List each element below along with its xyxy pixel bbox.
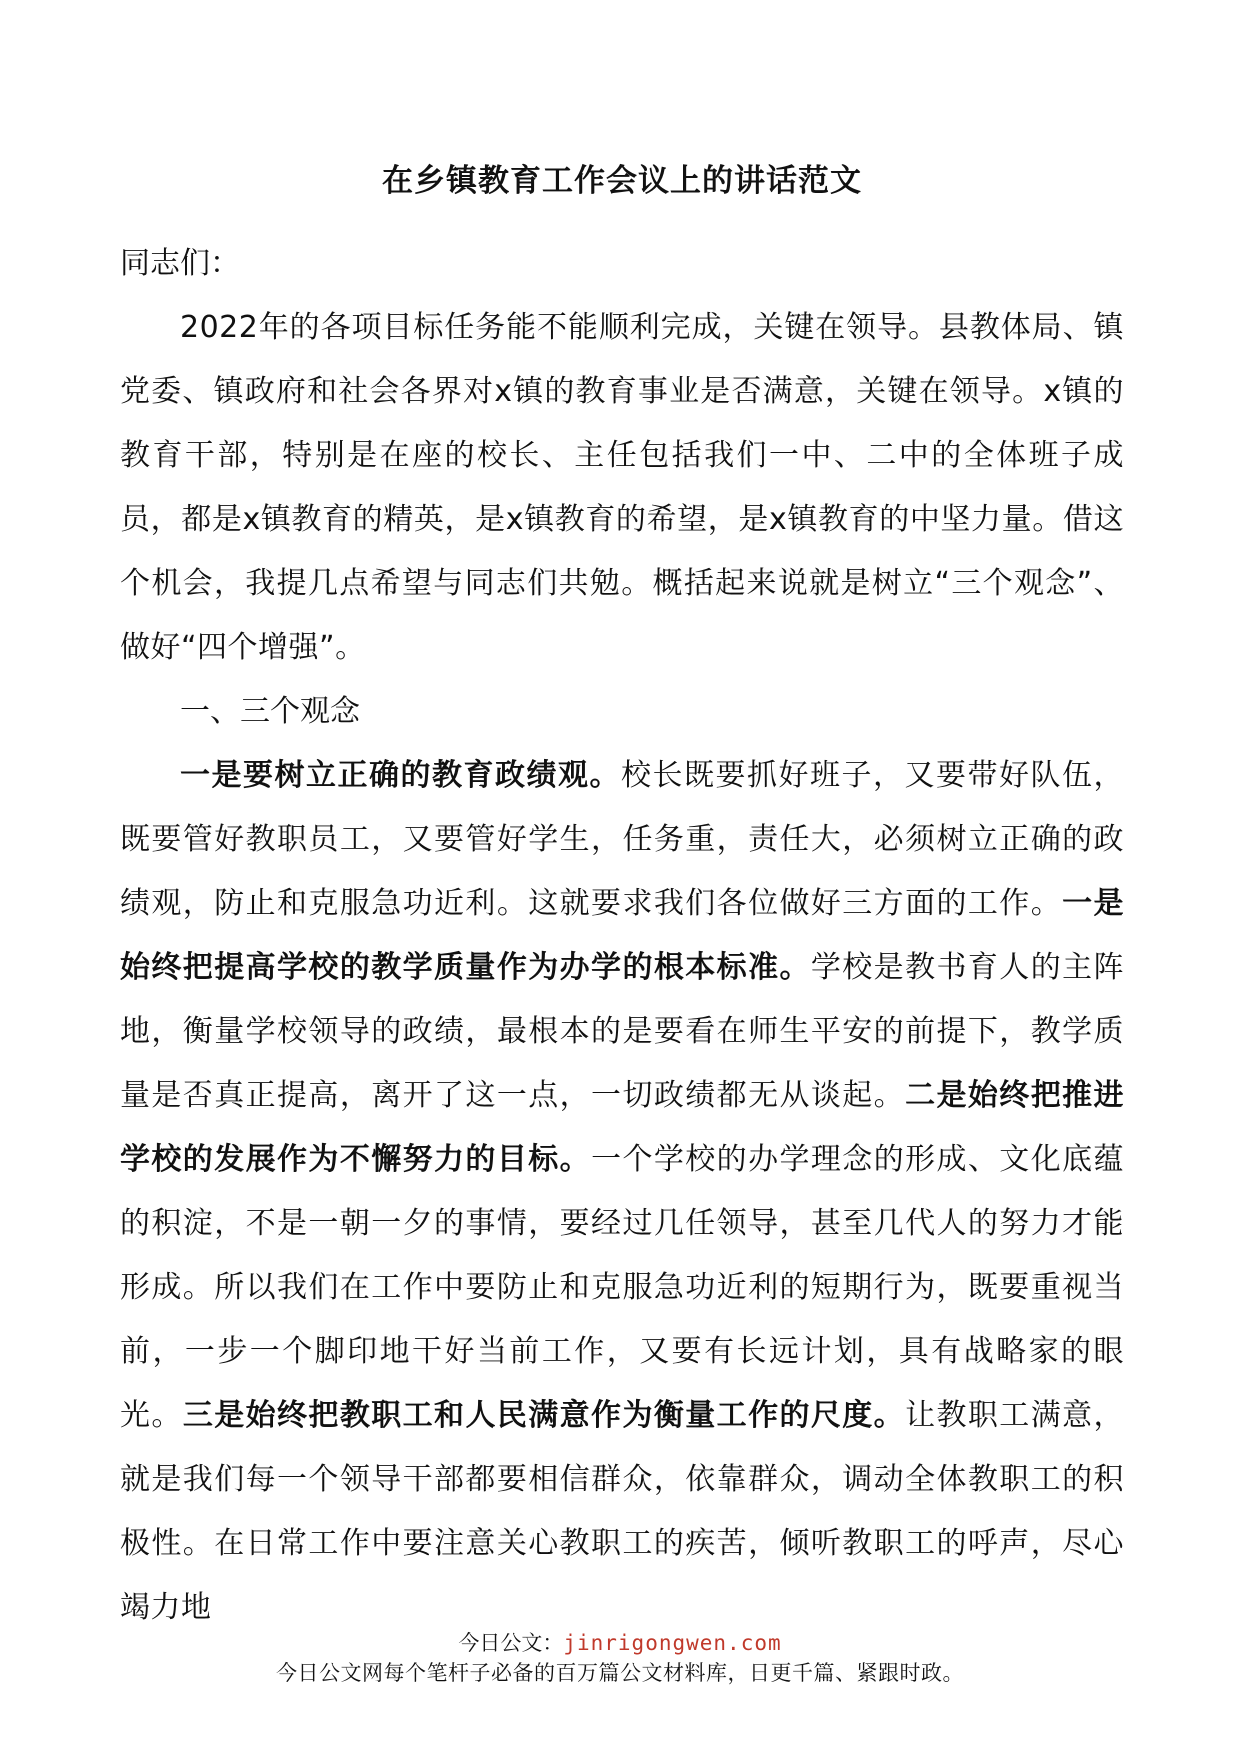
page-footer — [0, 1628, 1240, 1688]
paragraph-text-2: 学校是教书育人的主阵地，衡量学校领导的政绩，最根本的是要看在师生平安的前提下，教学质量是否真正提高，离开了这一点，一切政绩都无从谈起。 — [120, 950, 1125, 1113]
footer-label: 今日公文： — [458, 1631, 564, 1655]
greeting: 同志们： — [120, 246, 240, 281]
footer-source-line — [0, 1628, 1240, 1658]
bold-lead-1: 一是要树立正确的教育政绩观。 — [180, 758, 621, 793]
bold-lead-2: 一是始终把提高学校的教学质量作为办学的根本标准。 — [120, 886, 1125, 985]
bold-lead-4: 三是始终把教职工和人民满意作为衡量工作的尺度。 — [182, 1398, 906, 1433]
paragraph-text-4: 让教职工满意，就是我们每一个领导干部都要相信群众，依靠群众，调动全体教职工的积极性。在日常工作中要注意关心教职工的疾苦，倾听教职工的呼声，尽心竭力地 — [120, 1398, 1125, 1625]
paragraph-text-1: 校长既要抓好班子，又要带好队伍，既要管好教职员工，又要管好学生，任务重，责任大，必须树立正确的政绩观，防止和克服急功近利。这就要求我们各位做好三方面的工作。 — [120, 758, 1124, 921]
document-page — [120, 160, 1124, 1640]
section-heading-three-concepts: 一、三个观念 — [180, 694, 360, 729]
footer-url-link[interactable]: jinrigongwen.com — [563, 1631, 782, 1655]
paragraph-political-achievement — [120, 744, 1124, 1640]
bold-lead-3: 二是始终把推进学校的发展作为不懈努力的目标。 — [120, 1078, 1125, 1177]
document-title: 在乡镇教育工作会议上的讲话范文 — [382, 163, 862, 199]
paragraph-text-3: 一个学校的办学理念的形成、文化底蕴的积淀，不是一朝一夕的事情，要经过几任领导，甚至几代人的努力才能形成。所以我们在工作中要防止和克服急功近利的短期行为，既要重视当前，一步一个脚印地干好当前工作，又要有长远计划，具有战略家的眼光。 — [120, 1142, 1125, 1433]
footer-slogan: 今日公文网每个笔杆子必备的百万篇公文材料库，日更千篇、紧跟时政。 — [276, 1661, 964, 1685]
intro-paragraph: 2022年的各项目标任务能不能顺利完成，关键在领导。县教体局、镇党委、镇政府和社会各界对x镇的教育事业是否满意，关键在领导。x镇的教育干部，特别是在座的校长、主任包括我们一中、二中的全体班子成员，都是x镇教育的精英，是x镇教育的希望，是x镇教育的中坚力量。借这个机会，我提几点希望与同志们共勉。概括起来说就是树立“三个观念”、做好“四个增强”。 — [120, 310, 1124, 665]
